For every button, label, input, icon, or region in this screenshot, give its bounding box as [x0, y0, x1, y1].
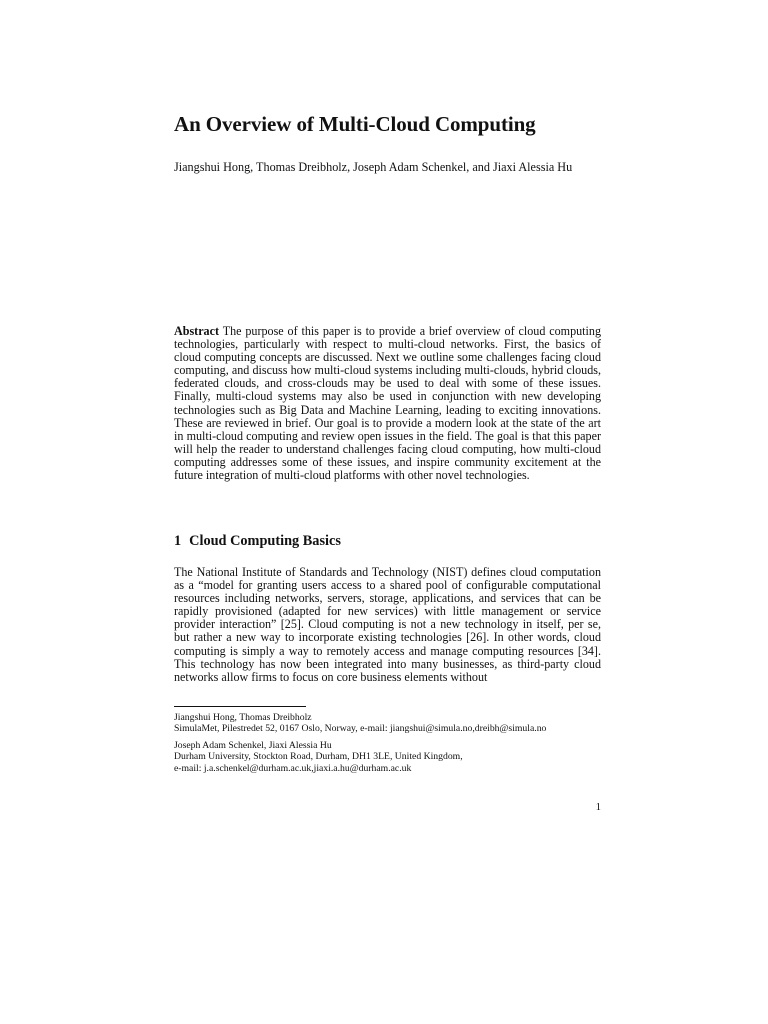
section-body-paragraph: The National Institute of Standards and Technology (NIST) defines cloud computation as a “model for granting users access to a shared pool of configurable computational resources including networks, servers, storage, applications, and services that can be rapidly provisioned (adapted for new services) with little management or service provider interaction” [25]. Cloud computing is not a new technology in itself, per se, but rather a new way to incorporate existing technologies [26]. In other words, cloud computing is simply a way to remotely access and manage computing resources [34]. This technology has now been integrated into many businesses, as third-party cloud networks allow firms to focus on core business elements without [174, 565, 601, 684]
page-number: 1 [595, 801, 601, 813]
footnote-affiliation: SimulaMet, Pilestredet 52, 0167 Oslo, Norway, e-mail: jiangshui@simula.no,dreibh@simula.no [174, 723, 547, 735]
footnote-names: Jiangshui Hong, Thomas Dreibholz [174, 712, 312, 723]
footnote-affiliation-2 [174, 740, 601, 774]
abstract-text: The purpose of this paper is to provide a brief overview of cloud computing technologies, particularly with respect to multi-cloud networks. First, the basics of cloud computing concepts are discussed. Next we outline some challenges facing cloud computing, and discuss how multi-cloud systems including multi-clouds, hybrid clouds, federated clouds, and cross-clouds may be used to deal with some of these issues. Finally, multi-cloud systems may also be used in conjunction with new developing technologies such as Big Data and Machine Learning, leading to exciting innovations. These are reviewed in brief. Our goal is to provide a modern look at the state of the art in multi-cloud computing and review open issues in the field. The goal is that this paper will help the reader to understand challenges facing cloud computing, how multi-cloud computing addresses some of these issues, and inspire community excitement at the future integration of multi-cloud platforms with other novel technologies. [174, 324, 601, 483]
section-title: Cloud Computing Basics [189, 533, 341, 549]
footnote-names: Joseph Adam Schenkel, Jiaxi Alessia Hu [174, 740, 332, 751]
paper-title: An Overview of Multi-Cloud Computing [174, 112, 536, 136]
abstract-label: Abstract [174, 324, 220, 338]
section-heading [174, 532, 601, 550]
footnote-affiliation: Durham University, Stockton Road, Durham, DH1 3LE, United Kingdom, [174, 751, 463, 763]
footnote-affiliation-1 [174, 712, 601, 735]
footnote-divider [174, 706, 306, 707]
abstract [174, 325, 601, 482]
author-list: Jiangshui Hong, Thomas Dreibholz, Joseph Adam Schenkel, and Jiaxi Alessia Hu [174, 160, 573, 174]
footnote-email: e-mail: j.a.schenkel@durham.ac.uk,jiaxi.a.hu@durham.ac.uk [174, 762, 412, 774]
section-number: 1 [174, 533, 182, 549]
